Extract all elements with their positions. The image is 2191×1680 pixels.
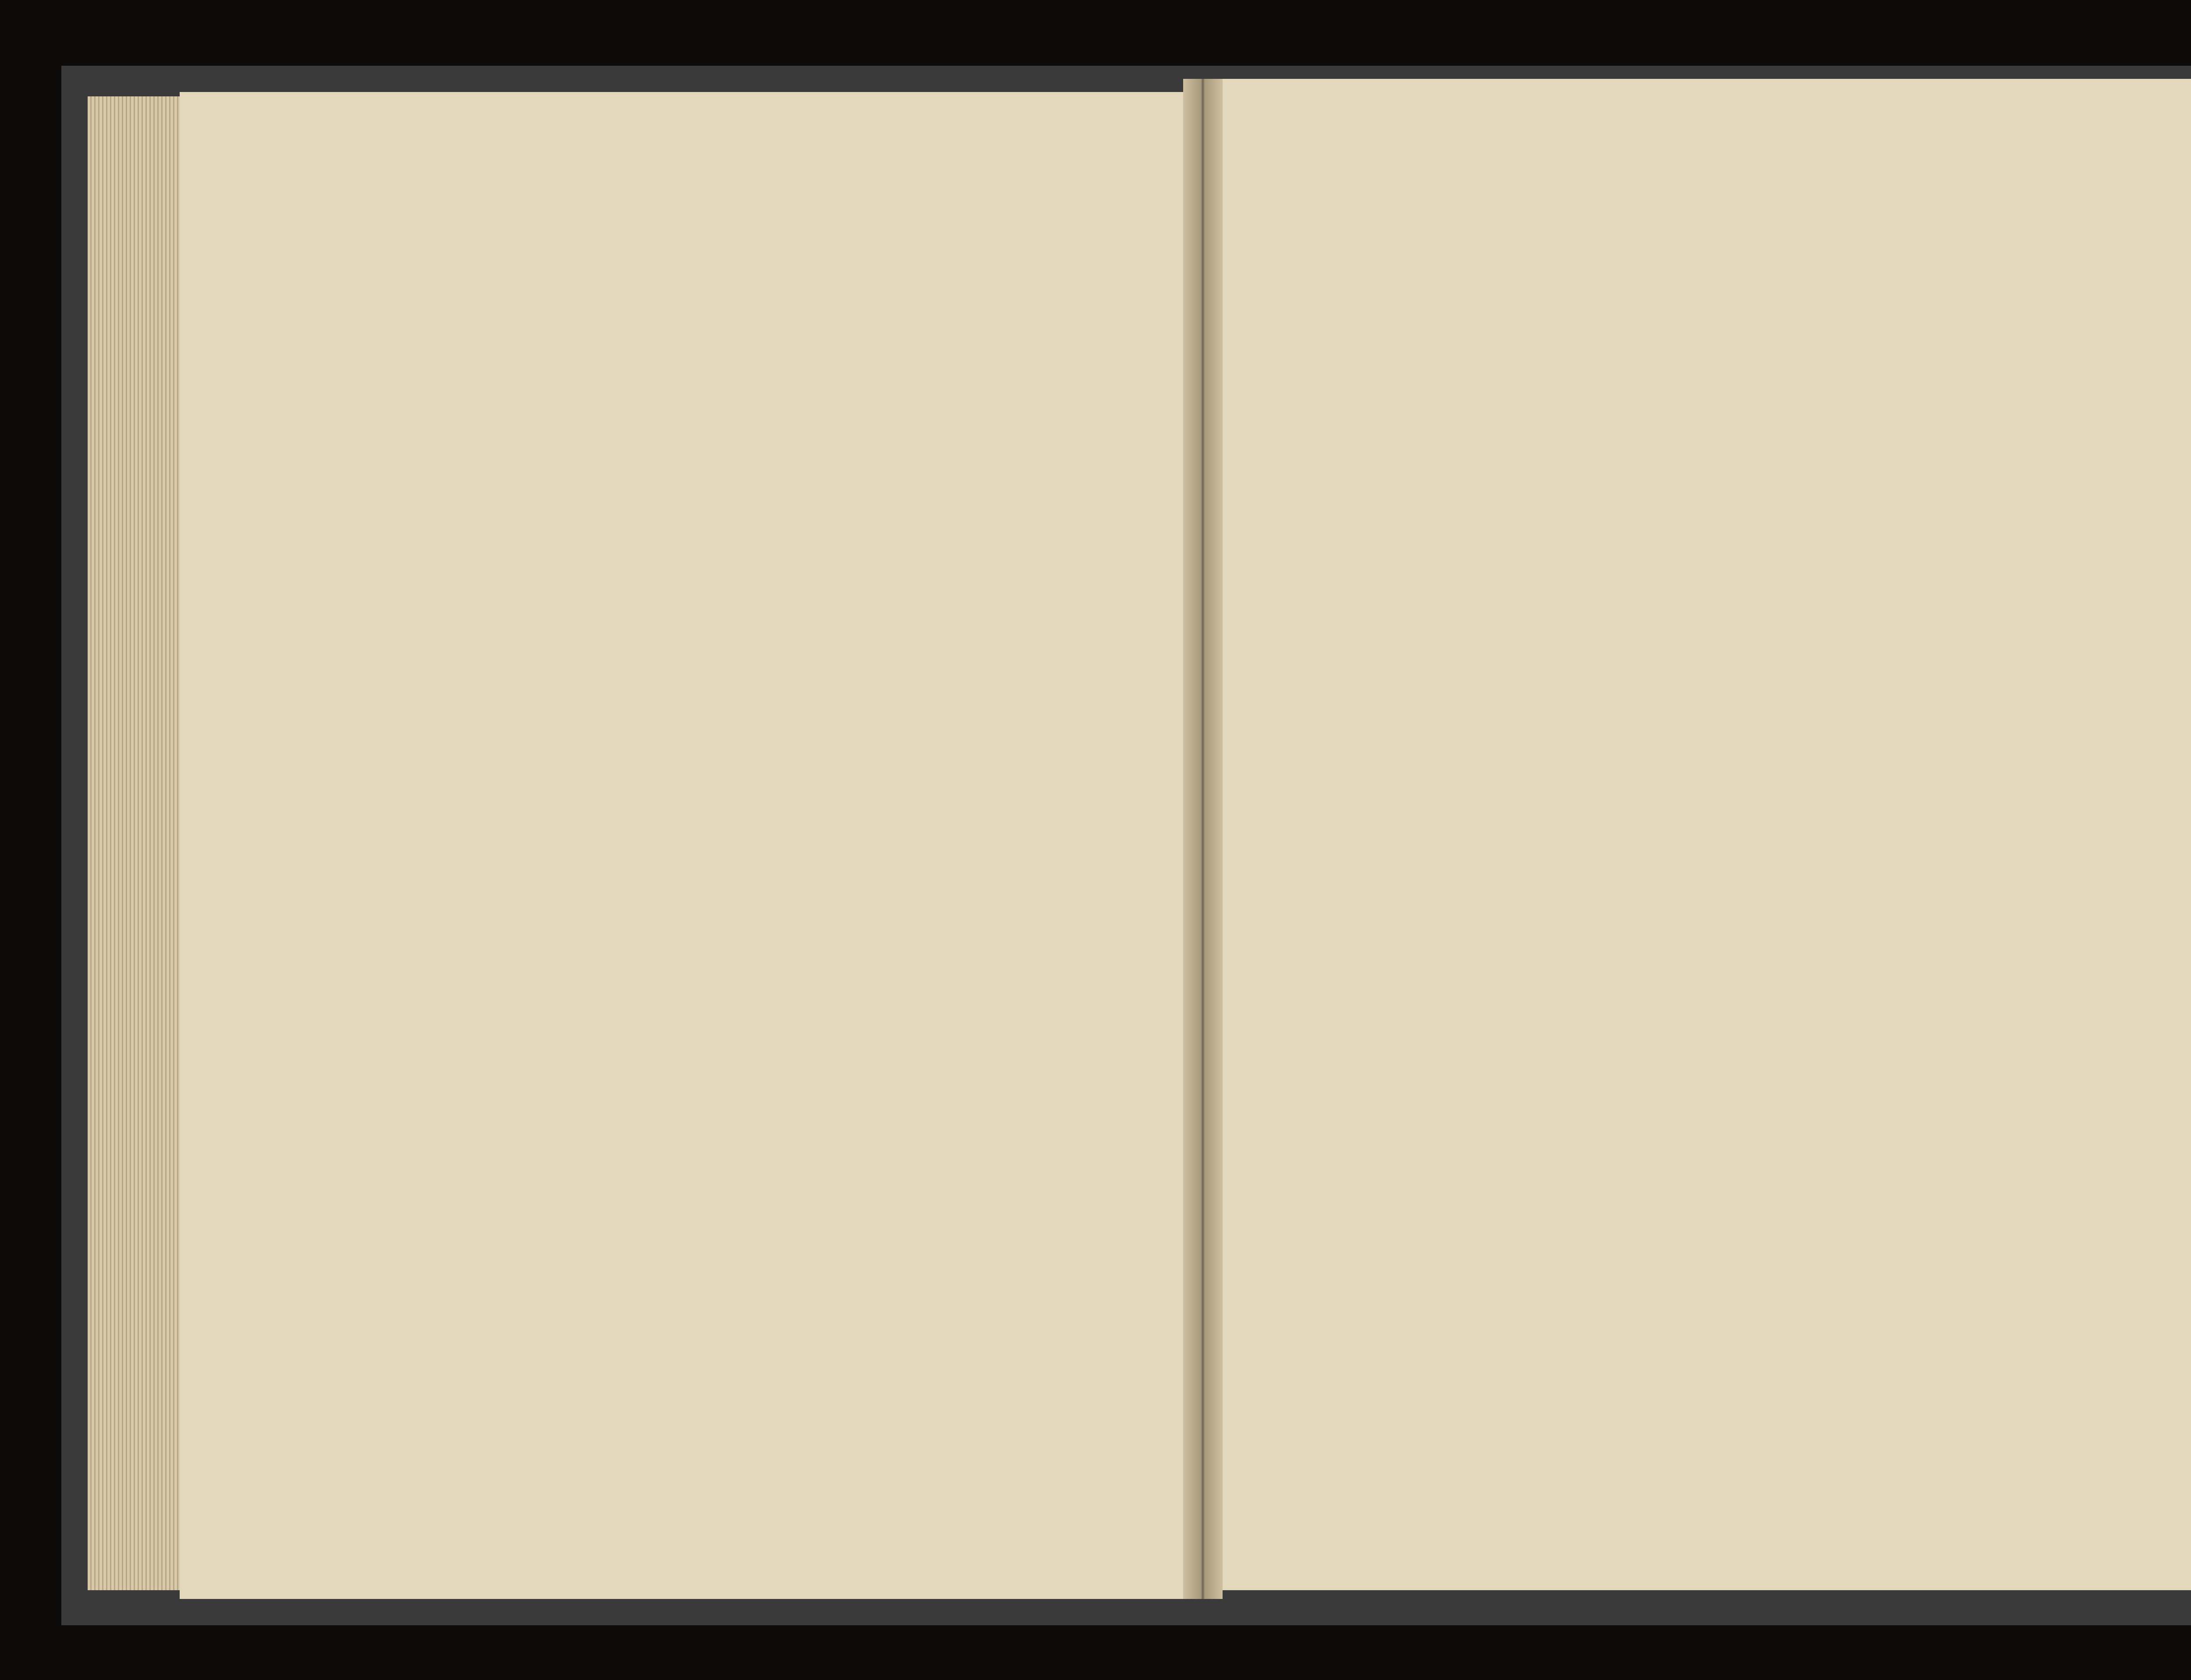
right-page <box>1201 79 2191 1590</box>
page-edges-left <box>88 96 188 1590</box>
left-page <box>180 92 1201 1599</box>
book-gutter <box>1183 79 1223 1599</box>
